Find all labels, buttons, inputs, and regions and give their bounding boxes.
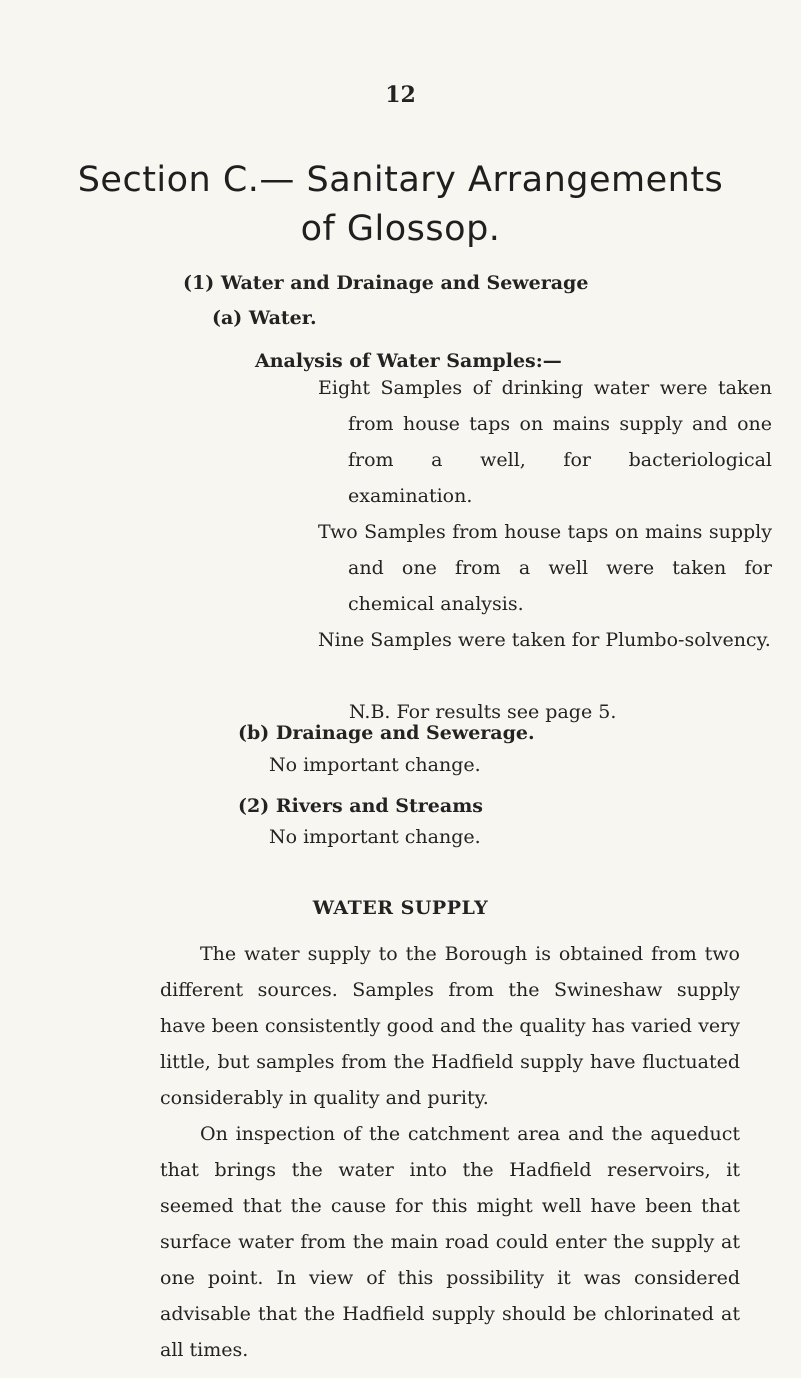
rivers-no-change: No important change. xyxy=(269,826,481,848)
section-title-line-2: of Glossop. xyxy=(300,209,501,249)
paragraph-water-supply-sources: The water supply to the Borough is obtained from two different sources. Samples from the Swineshaw supply have been consistently good and the quality has varied very little, but samples from the Hadfield supply have fluctuated considerably in quality and purity. xyxy=(160,943,740,1109)
heading-water-supply: WATER SUPPLY xyxy=(312,897,489,919)
drainage-no-change: No important change. xyxy=(269,754,481,776)
subheading-drainage-sewerage: (b) Drainage and Sewerage. xyxy=(238,722,535,744)
heading-water-drainage-sewerage: (1) Water and Drainage and Sewerage xyxy=(183,272,589,294)
heading-rivers-streams: (2) Rivers and Streams xyxy=(238,795,484,817)
paragraph-catchment-inspection: On inspection of the catchment area and the aqueduct that brings the water into the Hadfield reservoirs, it seemed that the cause for this might well have been that surface water from the main road could enter the supply at one point. In view of this possibility it was considered advisable that the Hadfield supply should be chlorinated at all times. xyxy=(160,1123,740,1361)
section-title-line-1: Section C.— Sanitary Arrangements xyxy=(77,160,724,200)
subheading-water: (a) Water. xyxy=(212,307,317,329)
note-results-page: N.B. For results see page 5. xyxy=(349,701,617,723)
page-number: 12 xyxy=(385,82,416,108)
paragraph-plumbo-solvency: Nine Samples were taken for Plumbo-solvency. xyxy=(318,629,771,651)
analysis-heading: Analysis of Water Samples:— xyxy=(255,350,562,372)
paragraph-bacteriological-samples: Eight Samples of drinking water were taken from house taps on mains supply and one from a well, for bacteriological examination. xyxy=(318,377,772,507)
paragraph-chemical-samples: Two Samples from house taps on mains supply and one from a well were taken for chemical analysis. xyxy=(318,521,772,615)
